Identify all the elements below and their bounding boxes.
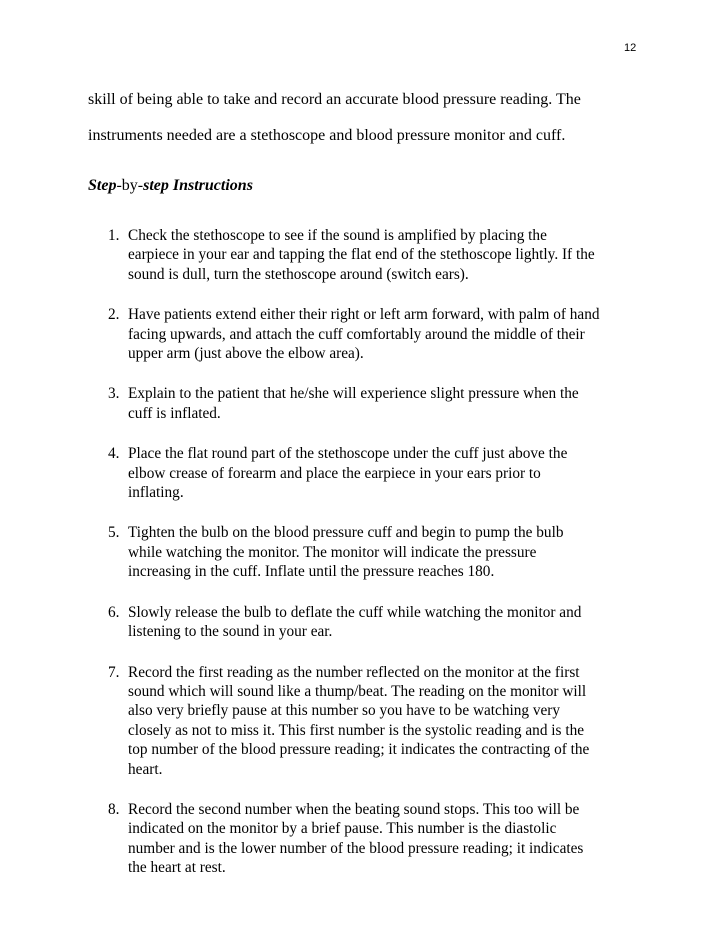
step-text-line: inflating. <box>128 484 184 502</box>
step-text-line: number and is the lower number of the blood pressure reading; it indicates <box>128 839 584 857</box>
step-number: 1. <box>108 227 120 244</box>
body-paragraph-line-2: instruments needed are a stethoscope and blood pressure monitor and cuff. <box>88 127 566 144</box>
instruction-step <box>108 523 668 581</box>
step-text-line: the heart at rest. <box>128 859 226 877</box>
instruction-step <box>108 444 668 502</box>
step-text-line: closely as not to miss it. This first number is the systolic reading and is the <box>128 721 585 739</box>
step-text-line: facing upwards, and attach the cuff comfortably around the middle of their <box>128 325 585 343</box>
step-text-line: Record the second number when the beating sound stops. This too will be <box>128 800 580 818</box>
instruction-step <box>108 226 668 284</box>
instruction-step <box>108 305 668 363</box>
step-text-line: increasing in the cuff. Inflate until the pressure reaches 180. <box>128 563 495 581</box>
step-text-line: upper arm (just above the elbow area). <box>128 345 364 363</box>
step-text-line: Tighten the bulb on the blood pressure cuff and begin to pump the bulb <box>128 524 564 542</box>
step-text-line: heart. <box>128 760 163 778</box>
instruction-list <box>108 226 668 899</box>
step-number: 2. <box>108 306 120 324</box>
step-text-line: Explain to the patient that he/she will experience slight pressure when the <box>128 385 579 403</box>
step-text-line: Have patients extend either their right or left arm forward, with palm of hand <box>128 306 600 324</box>
step-number: 6. <box>108 603 120 621</box>
step-text-line: top number of the blood pressure reading; it indicates the contracting of the <box>128 741 590 759</box>
body-paragraph-line-1: skill of being able to take and record an accurate blood pressure reading. The <box>88 91 581 108</box>
heading-part-by: -by- <box>116 177 144 194</box>
instruction-step <box>108 384 668 423</box>
step-text <box>128 444 668 502</box>
step-text <box>128 384 668 423</box>
section-heading <box>88 176 253 195</box>
instruction-step <box>108 603 668 642</box>
step-text-line: while watching the monitor. The monitor will indicate the pressure <box>128 543 537 561</box>
step-text-line: sound which will sound like a thump/beat. The reading on the monitor will <box>128 682 587 700</box>
step-text-line: elbow crease of forearm and place the earpiece in your ears prior to <box>128 464 541 482</box>
step-text-line: Place the flat round part of the stethoscope under the cuff just above the <box>128 445 568 463</box>
step-number: 3. <box>108 385 120 403</box>
step-number: 4. <box>108 445 120 463</box>
heading-part-instructions: step Instructions <box>143 177 253 194</box>
step-text <box>128 663 668 779</box>
step-text <box>128 226 668 284</box>
page-number: 12 <box>624 42 637 54</box>
step-number: 7. <box>108 663 120 681</box>
step-text-line: listening to the sound in your ear. <box>128 623 333 641</box>
step-text <box>128 800 668 878</box>
step-text-line: earpiece in your ear and tapping the flat end of the stethoscope lightly. If the <box>128 246 595 264</box>
step-text-line: indicated on the monitor by a brief pause. This number is the diastolic <box>128 820 557 838</box>
step-text-line: sound is dull, turn the stethoscope around (switch ears). <box>128 265 469 283</box>
instruction-step <box>108 663 668 779</box>
step-text-line: cuff is inflated. <box>128 404 221 422</box>
instruction-step <box>108 800 668 878</box>
step-text-line: also very briefly pause at this number so you have to be watching very <box>128 702 561 720</box>
step-number: 5. <box>108 524 120 542</box>
step-text <box>128 603 668 642</box>
step-text-line: Record the first reading as the number reflected on the monitor at the first <box>128 663 580 681</box>
step-text <box>128 523 668 581</box>
step-text <box>128 305 668 363</box>
step-text-line: Slowly release the bulb to deflate the cuff while watching the monitor and <box>128 603 582 621</box>
heading-part-step: Step <box>88 177 117 194</box>
step-number: 8. <box>108 800 120 818</box>
step-text-line: Check the stethoscope to see if the sound is amplified by placing the <box>128 227 547 244</box>
